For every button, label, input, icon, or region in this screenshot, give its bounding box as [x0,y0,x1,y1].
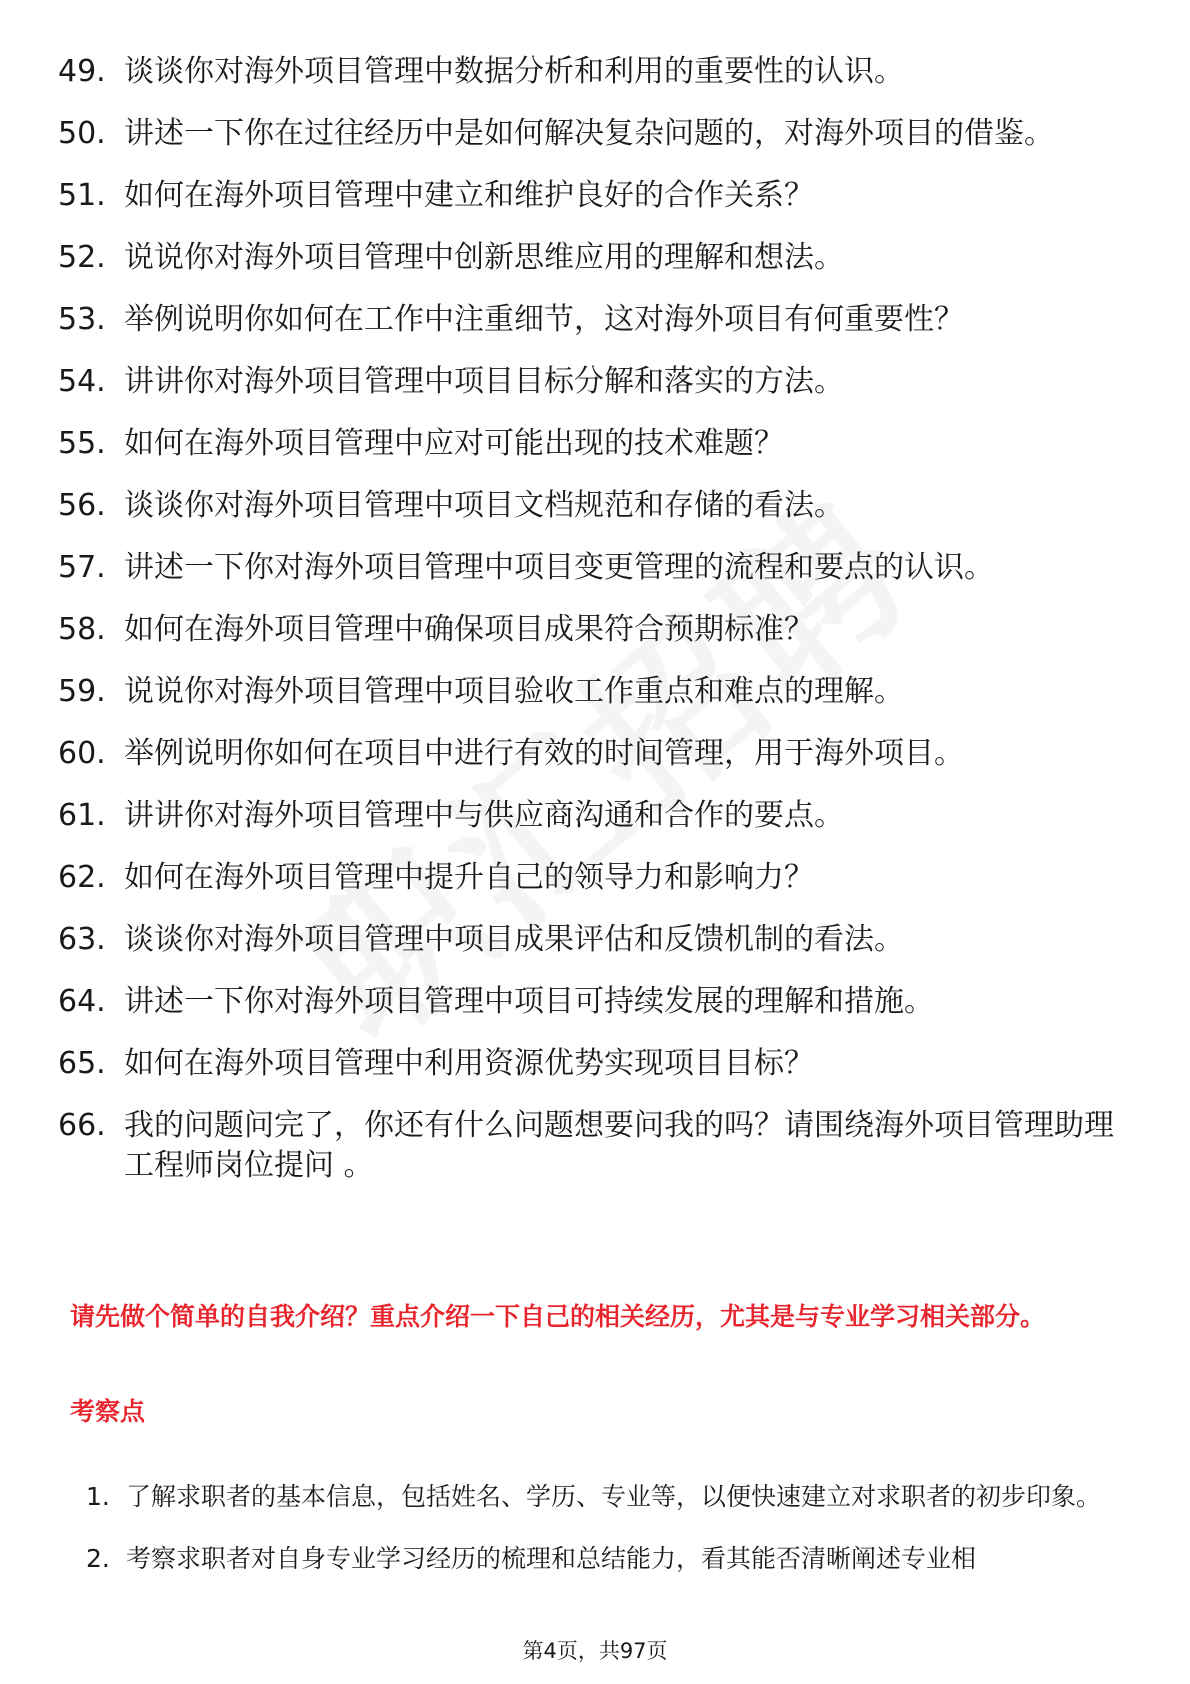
question-item [58,300,1138,340]
question-item [58,734,1138,774]
question-item [58,1044,1138,1084]
question-text: 说说你对海外项目管理中创新思维应用的理解和想法。 [124,240,844,275]
question-item [58,610,1138,650]
question-number: 50. [58,116,106,151]
question-number: 54. [58,364,106,399]
section-title: 考察点 [70,1397,146,1426]
question-text: 如何在海外项目管理中提升自己的领导力和影响力？ [124,860,814,895]
question-text: 说说你对海外项目管理中项目验收工作重点和难点的理解。 [124,674,904,709]
question-item [58,982,1138,1022]
question-number: 56. [58,488,106,523]
question-item [58,920,1138,960]
point-number: 2. [86,1544,110,1573]
question-item [58,424,1138,464]
assessment-points [86,1466,1136,1590]
list-item [86,1466,1136,1528]
question-number: 60. [58,736,106,771]
question-text: 讲讲你对海外项目管理中项目目标分解和落实的方法。 [124,364,844,399]
question-text: 举例说明你如何在工作中注重细节，这对海外项目有何重要性？ [124,302,964,337]
question-item [58,176,1138,216]
question-number: 49. [58,54,106,89]
question-number: 62. [58,860,106,895]
question-item [58,1106,1138,1186]
question-text: 讲述一下你在过往经历中是如何解决复杂问题的，对海外项目的借鉴。 [124,116,1054,151]
question-text: 如何在海外项目管理中应对可能出现的技术难题？ [124,426,784,461]
question-number: 63. [58,922,106,957]
question-number: 51. [58,178,106,213]
point-text: 了解求职者的基本信息，包括姓名、学历、专业等，以便快速建立对求职者的初步印象。 [126,1482,1102,1511]
question-text: 举例说明你如何在项目中进行有效的时间管理，用于海外项目。 [124,736,964,771]
question-item [58,362,1138,402]
question-item [58,52,1138,92]
question-number: 58. [58,612,106,647]
question-text: 讲述一下你对海外项目管理中项目可持续发展的理解和措施。 [124,984,934,1019]
question-text: 如何在海外项目管理中建立和维护良好的合作关系？ [124,178,814,213]
question-number: 66. [58,1108,106,1143]
interview-prompt: 请先做个简单的自我介绍？重点介绍一下自己的相关经历，尤其是与专业学习相关部分。 [70,1302,1046,1331]
page-footer: 第4页，共97页 [522,1639,668,1663]
question-item [58,486,1138,526]
question-item [58,548,1138,588]
question-number: 61. [58,798,106,833]
question-number: 59. [58,674,106,709]
question-number: 57. [58,550,106,585]
question-text: 谈谈你对海外项目管理中数据分析和利用的重要性的认识。 [124,54,904,89]
question-item [58,858,1138,898]
question-item [58,796,1138,836]
question-number: 53. [58,302,106,337]
question-text: 谈谈你对海外项目管理中项目文档规范和存储的看法。 [124,488,844,523]
question-number: 52. [58,240,106,275]
point-number: 1. [86,1482,110,1511]
point-text: 考察求职者对自身专业学习经历的梳理和总结能力，看其能否清晰阐述专业相 [126,1544,977,1573]
question-text: 谈谈你对海外项目管理中项目成果评估和反馈机制的看法。 [124,922,904,957]
question-item [58,238,1138,278]
question-item [58,672,1138,712]
question-number: 64. [58,984,106,1019]
question-text: 讲讲你对海外项目管理中与供应商沟通和合作的要点。 [124,798,844,833]
list-item [86,1528,1136,1590]
question-list [58,52,1138,1208]
question-text: 如何在海外项目管理中确保项目成果符合预期标准？ [124,612,814,647]
question-text: 讲述一下你对海外项目管理中项目变更管理的流程和要点的认识。 [124,550,994,585]
question-number: 55. [58,426,106,461]
question-text: 如何在海外项目管理中利用资源优势实现项目目标？ [124,1046,814,1081]
question-text: 我的问题问完了，你还有什么问题想要问我的吗？请围绕海外项目管理助理工程师岗位提问 。 [124,1108,1114,1183]
question-item [58,114,1138,154]
question-number: 65. [58,1046,106,1081]
